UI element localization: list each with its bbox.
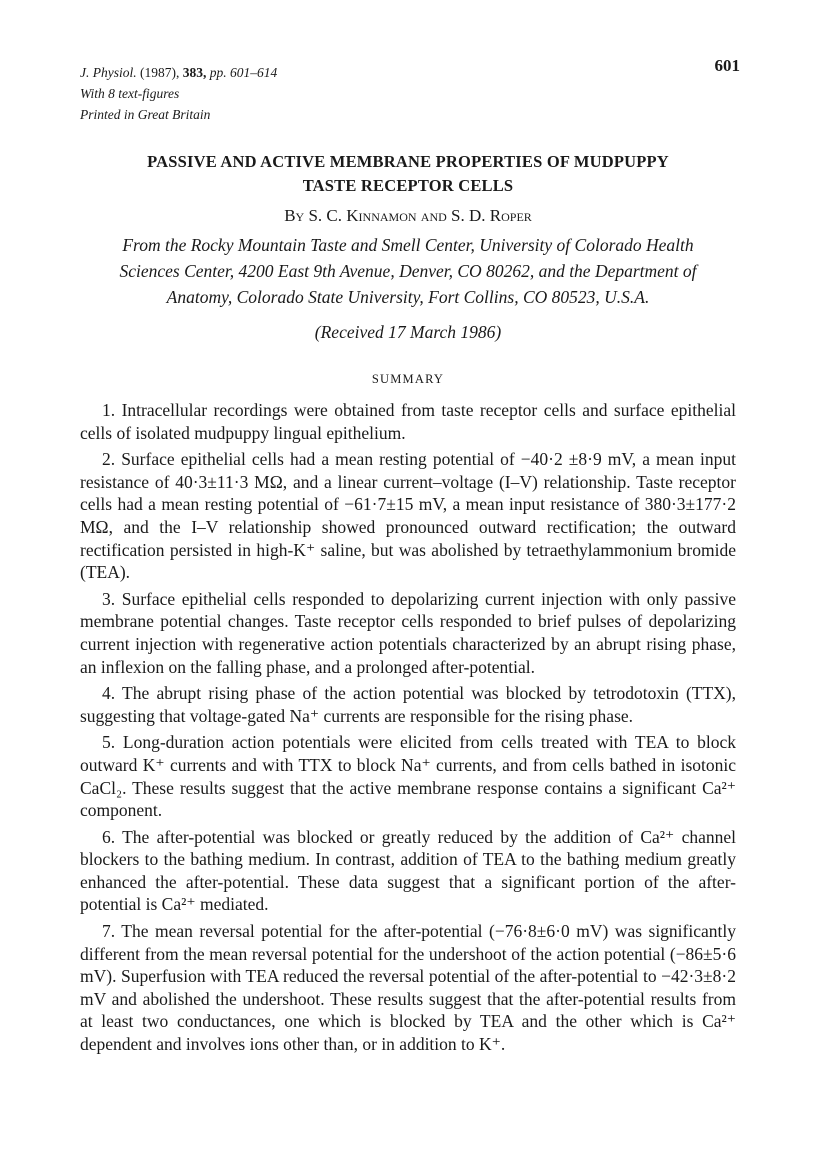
- summary-heading: SUMMARY: [371, 372, 445, 386]
- paper-title: [80, 150, 736, 198]
- and-label: and: [420, 206, 447, 225]
- affiliation-line-3: Anatomy, Colorado State University, Fort Collins, CO 80523, U.S.A.: [166, 287, 650, 307]
- author-2: S. D. Roper: [451, 206, 532, 225]
- by-label: By: [284, 206, 305, 225]
- journal-year: (1987),: [140, 65, 180, 80]
- summary-paragraph: 2. Surface epithelial cells had a mean resting potential of −40·2 ±8·9 mV, a mean input resistance of 40·3±11·3 MΩ, and a linear current–voltage (I–V) relationship. Taste receptor cells had a mean resting potential of −61·7±15 mV, a mean input resistance of 380·3±177·2 MΩ, and the I–V relationship showed pronounced outward rectification; the outward rectification persisted in high-K⁺ saline, but was abolished by tetraethylammonium bromide (TEA).: [80, 449, 736, 583]
- citation-line: [80, 62, 277, 83]
- journal-pages: pp. 601–614: [209, 65, 278, 80]
- summary-paragraph: 7. The mean reversal potential for the after-potential (−76·8±6·0 mV) was significantly different from the mean reversal potential for the undershoot of the action potential (−86±5·6 mV). Superfusion with TEA reduced the reversal potential of the after-potential to −42·3±8·2 mV and abolished the undershoot. These results suggest that the after-potential results from at least two conductances, one which is blocked by TEA and the other which is Ca²⁺ dependent and involves ions other than, or in addition to K⁺.: [80, 921, 736, 1055]
- figures-note: With 8 text-figures: [80, 86, 180, 101]
- journal-volume: 383,: [182, 65, 207, 80]
- summary-body: [80, 399, 736, 1060]
- affiliation-line-1: From the Rocky Mountain Taste and Smell Center, University of Colorado Health: [122, 235, 694, 255]
- printed-note: Printed in Great Britain: [80, 107, 211, 122]
- title-line-1: PASSIVE AND ACTIVE MEMBRANE PROPERTIES OF MUDPUPPY: [147, 152, 669, 171]
- received-date: (Received 17 March 1986): [314, 322, 502, 342]
- summary-paragraph: 3. Surface epithelial cells responded to depolarizing current injection with only passive membrane potential changes. Taste receptor cells responded to brief pulses of depolarizing current injection with regenerative action potentials characterized by an abrupt rising phase, an inflexion on the falling phase, and a prolonged after-potential.: [80, 588, 736, 677]
- page-number: 601: [714, 56, 740, 75]
- summary-paragraph: 1. Intracellular recordings were obtained from taste receptor cells and surface epithelial cells of isolated mudpuppy lingual epithelium.: [80, 400, 736, 443]
- author-1: S. C. Kinnamon: [308, 206, 417, 225]
- summary-paragraph: 4. The abrupt rising phase of the action potential was blocked by tetrodotoxin (TTX), suggesting that voltage-gated Na⁺ currents are responsible for the rising phase.: [80, 683, 736, 726]
- summary-paragraph: 6. The after-potential was blocked or greatly reduced by the addition of Ca²⁺ channel blockers to the bathing medium. In contrast, addition of TEA to the bathing medium greatly enhanced the after-potential. These data suggest that a significant portion of the after-potential is Ca²⁺ mediated.: [80, 826, 736, 915]
- summary-paragraph: 5. Long-duration action potentials were elicited from cells treated with TEA to block outward K⁺ currents and with TTX to block Na⁺ currents, and from cells bathed in isotonic CaCl₂. These results suggest that the active membrane response contains a significant Ca²⁺ component.: [80, 732, 736, 821]
- affiliation-line-2: Sciences Center, 4200 East 9th Avenue, Denver, CO 80262, and the Department of: [119, 261, 697, 281]
- authors-line: [80, 204, 736, 228]
- journal-citation: [80, 62, 277, 125]
- journal-abbrev: J. Physiol.: [80, 65, 137, 80]
- title-line-2: TASTE RECEPTOR CELLS: [302, 176, 514, 195]
- affiliation: [80, 232, 736, 310]
